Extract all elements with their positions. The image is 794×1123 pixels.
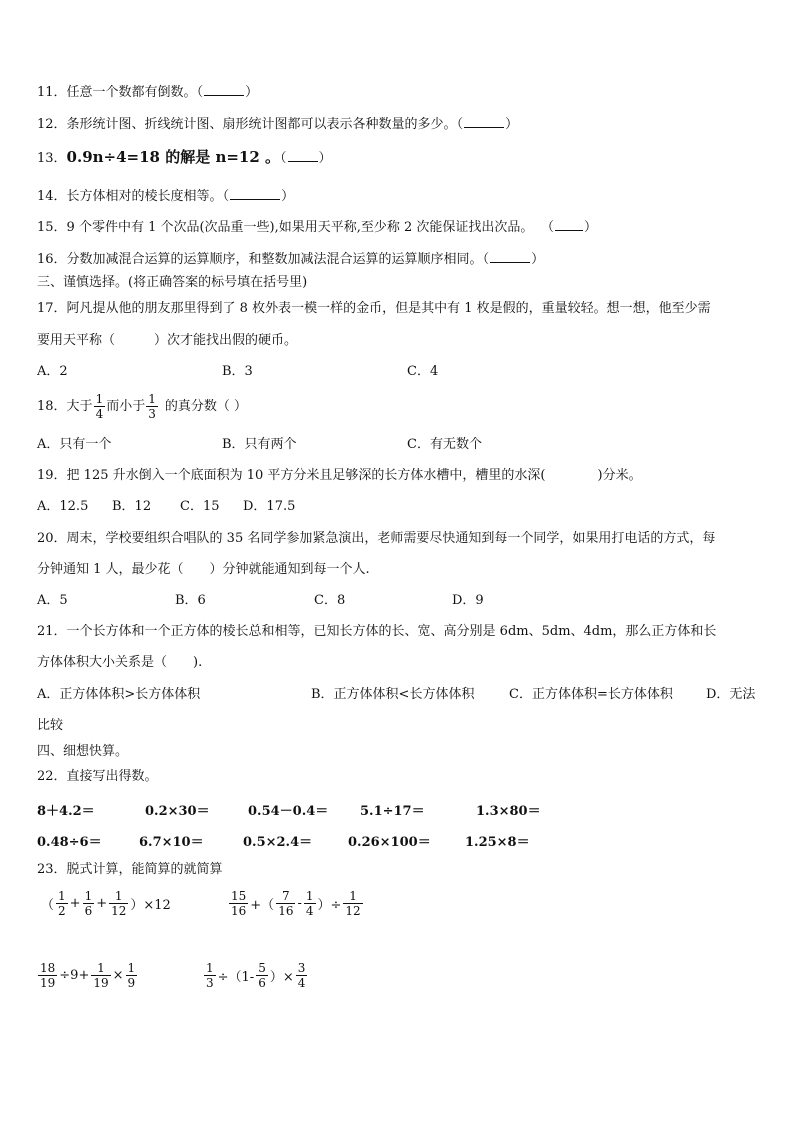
denominator: 9: [127, 976, 136, 990]
q21-option-b[interactable]: B．正方体体积<长方体体积: [311, 687, 475, 702]
operator: ）÷: [317, 898, 342, 913]
denominator: 3: [148, 407, 156, 421]
numerator: 1: [97, 961, 105, 975]
question-20-line-2: 分钟通知 1 人，最少花（ ）分钟就能通知到每一个人.: [37, 562, 370, 577]
denominator: 16: [231, 904, 247, 918]
calc-item: 0.26×100＝: [348, 835, 431, 850]
expression-1: [40, 889, 172, 918]
denominator: 4: [305, 904, 314, 918]
paren-open: （: [280, 151, 287, 166]
question-21-line-2: 方体体积大小关系是（ ).: [37, 655, 203, 670]
q17-option-c[interactable]: C．4: [407, 364, 439, 379]
q19-option-c[interactable]: C．15: [180, 499, 220, 514]
fraction-one-quarter: [94, 392, 106, 421]
operator: +: [96, 896, 108, 911]
answer-blank[interactable]: [555, 217, 583, 231]
calc-item: 0.54－0.4＝: [248, 804, 329, 819]
fraction: [343, 889, 362, 918]
operator: ）×12: [130, 898, 171, 913]
q18-option-c[interactable]: C．有无数个: [407, 437, 482, 452]
numerator: 18: [40, 961, 56, 975]
section-4-heading: 四、细想快算。: [37, 744, 129, 759]
numerator: 7: [282, 889, 290, 903]
answer-blank[interactable]: [464, 114, 504, 128]
question-text: 条形统计图、折线统计图、扇形统计图都可以表示各种数量的多少。: [66, 117, 457, 132]
fraction: [204, 961, 216, 990]
section-3-heading: 三、谨慎选择。(将正确答案的标号填在括号里): [37, 275, 308, 290]
paren-close: ）: [583, 220, 597, 235]
q17-option-b[interactable]: B．3: [222, 364, 253, 379]
question-20-line-1: 20．周末，学校要组织合唱队的 35 名同学参加紧急演出，老师需要尽快通知到每一个同学，如果用打电话的方式，每: [37, 531, 716, 546]
q21-option-d-continued: 比较: [37, 718, 64, 733]
expression-2: [228, 889, 364, 918]
operator: +: [69, 896, 81, 911]
question-text: 的真分数（ ）: [164, 398, 247, 414]
question-16: [37, 249, 544, 269]
fraction: [296, 961, 308, 990]
question-number: 13．: [37, 151, 67, 166]
numerator: 1: [127, 961, 136, 975]
answer-blank[interactable]: [230, 186, 280, 200]
paren-close: ）: [245, 85, 259, 100]
calc-item: 8＋4.2＝: [37, 804, 95, 819]
question-21-line-1: 21．一个长方体和一个正方体的棱长总和相等，已知长方体的长、宽、高分别是 6dm、5dm、4dm，那么正方体和长: [37, 624, 717, 639]
question-22-title: 22．直接写出得数。: [37, 769, 158, 784]
q19-option-d[interactable]: D．17.5: [243, 499, 296, 514]
paren-open: （: [456, 117, 464, 132]
operator: ×: [112, 968, 124, 983]
fraction: [91, 961, 110, 990]
question-15: [37, 217, 597, 237]
denominator: 6: [84, 904, 93, 918]
q21-option-a[interactable]: A．正方体体积>长方体体积: [37, 687, 201, 702]
q18-option-a[interactable]: A．只有一个: [37, 437, 112, 452]
question-13: [37, 148, 332, 168]
q18-option-b[interactable]: B．只有两个: [222, 437, 297, 452]
paren-open: （: [222, 189, 230, 204]
question-number: 12．: [37, 117, 67, 132]
question-12: [37, 114, 518, 134]
question-text: 0.9n÷4=18 的解是 n=12 。: [66, 148, 281, 166]
denominator: 19: [93, 976, 109, 990]
paren-open: （: [482, 252, 490, 267]
fraction: [229, 889, 248, 918]
q20-option-d[interactable]: D．9: [452, 593, 484, 608]
question-text: 而小于: [106, 398, 146, 414]
q21-option-c[interactable]: C．正方体体积=长方体体积: [509, 687, 673, 702]
numerator: 5: [258, 961, 266, 975]
denominator: 19: [40, 976, 56, 990]
question-text: 长方体相对的棱长度相等。: [66, 189, 223, 204]
question-23-title: 23．脱式计算，能简算的就简算: [37, 862, 223, 877]
numerator: 1: [206, 961, 214, 975]
q20-option-c[interactable]: C．8: [314, 593, 346, 608]
calc-item: 1.25×8＝: [465, 835, 530, 850]
question-text: 任意一个数都有倒数。: [66, 85, 197, 100]
denominator: 12: [345, 904, 361, 918]
answer-blank[interactable]: [490, 249, 530, 263]
fraction: [83, 889, 95, 918]
paren-close: ）: [505, 117, 519, 132]
denominator: 6: [258, 976, 266, 990]
fraction: [56, 889, 68, 918]
paren-open: （: [196, 85, 204, 100]
question-number: 11．: [37, 85, 67, 100]
question-text: 9 个零件中有 1 个次品(次品重一些),如果用天平称,至少称 2 次能保证找出次品。: [66, 220, 534, 235]
numerator: 1: [114, 889, 123, 903]
question-14: [37, 186, 294, 206]
calc-item: 6.7×10＝: [139, 835, 204, 850]
fraction: [276, 889, 295, 918]
answer-blank[interactable]: [204, 82, 244, 96]
q21-option-d[interactable]: D．无法: [706, 687, 756, 702]
fraction: [109, 889, 128, 918]
question-number: 14．: [37, 189, 67, 204]
denominator: 3: [206, 976, 214, 990]
question-number: 15．: [37, 220, 67, 235]
fraction: [126, 961, 138, 990]
operator: +（: [250, 898, 275, 913]
numerator: 1: [95, 392, 104, 406]
fraction-one-third: [146, 392, 158, 421]
fraction: [304, 889, 316, 918]
operator: -: [297, 896, 302, 911]
expression-4: [203, 961, 308, 990]
numerator: 1: [349, 889, 357, 903]
calc-item: 1.3×80＝: [476, 804, 541, 819]
fraction: [256, 961, 268, 990]
answer-blank[interactable]: [288, 148, 318, 162]
paren-close: ）: [531, 252, 545, 267]
q17-option-a[interactable]: A．2: [37, 364, 68, 379]
calc-item: 5.1÷17＝: [360, 804, 425, 819]
question-19: 19．把 125 升水倒入一个底面积为 10 平方分米且足够深的长方体水槽中，槽里的水深( )分米。: [37, 468, 642, 483]
question-number: 16．: [37, 252, 67, 267]
q20-option-a[interactable]: A．5: [37, 593, 68, 608]
calc-item: 0.5×2.4＝: [243, 835, 313, 850]
numerator: 1: [148, 392, 156, 406]
question-text: 分数加减混合运算的运算顺序，和整数加减法混合运算的运算顺序相同。: [66, 252, 483, 267]
question-18: [37, 392, 247, 421]
numerator: 1: [305, 889, 314, 903]
denominator: 2: [58, 904, 66, 918]
operator: ÷（1-: [217, 970, 255, 985]
denominator: 16: [278, 904, 294, 918]
question-17-line-1: 17．阿凡提从他的朋友那里得到了 8 枚外表一模一样的金币，但是其中有 1 枚是假的，重量较轻。想一想，他至少需: [37, 301, 711, 316]
denominator: 4: [95, 407, 104, 421]
numerator: 1: [58, 889, 66, 903]
operator: ）×: [269, 970, 294, 985]
q20-option-b[interactable]: B．6: [175, 593, 206, 608]
paren-open: （: [547, 220, 554, 235]
question-number: 18．: [37, 398, 67, 414]
question-text: 大于: [66, 398, 93, 414]
denominator: 12: [111, 904, 127, 918]
calc-item: 0.48÷6＝: [37, 835, 102, 850]
paren-close: ）: [281, 189, 295, 204]
fraction: [38, 961, 57, 990]
q19-option-a[interactable]: A．12.5: [37, 499, 89, 514]
numerator: 15: [231, 889, 247, 903]
q19-option-b[interactable]: B．12: [112, 499, 152, 514]
paren-close: ）: [318, 151, 332, 166]
question-17-line-2: 要用天平称（ ）次才能找出假的硬币。: [37, 333, 298, 348]
question-11: [37, 82, 258, 102]
calc-item: 0.2×30＝: [145, 804, 210, 819]
operator: ÷9+: [59, 968, 90, 983]
denominator: 4: [297, 976, 306, 990]
expression-3: [37, 961, 138, 990]
numerator: 1: [84, 889, 93, 903]
paren: （: [41, 898, 55, 913]
numerator: 3: [297, 961, 306, 975]
